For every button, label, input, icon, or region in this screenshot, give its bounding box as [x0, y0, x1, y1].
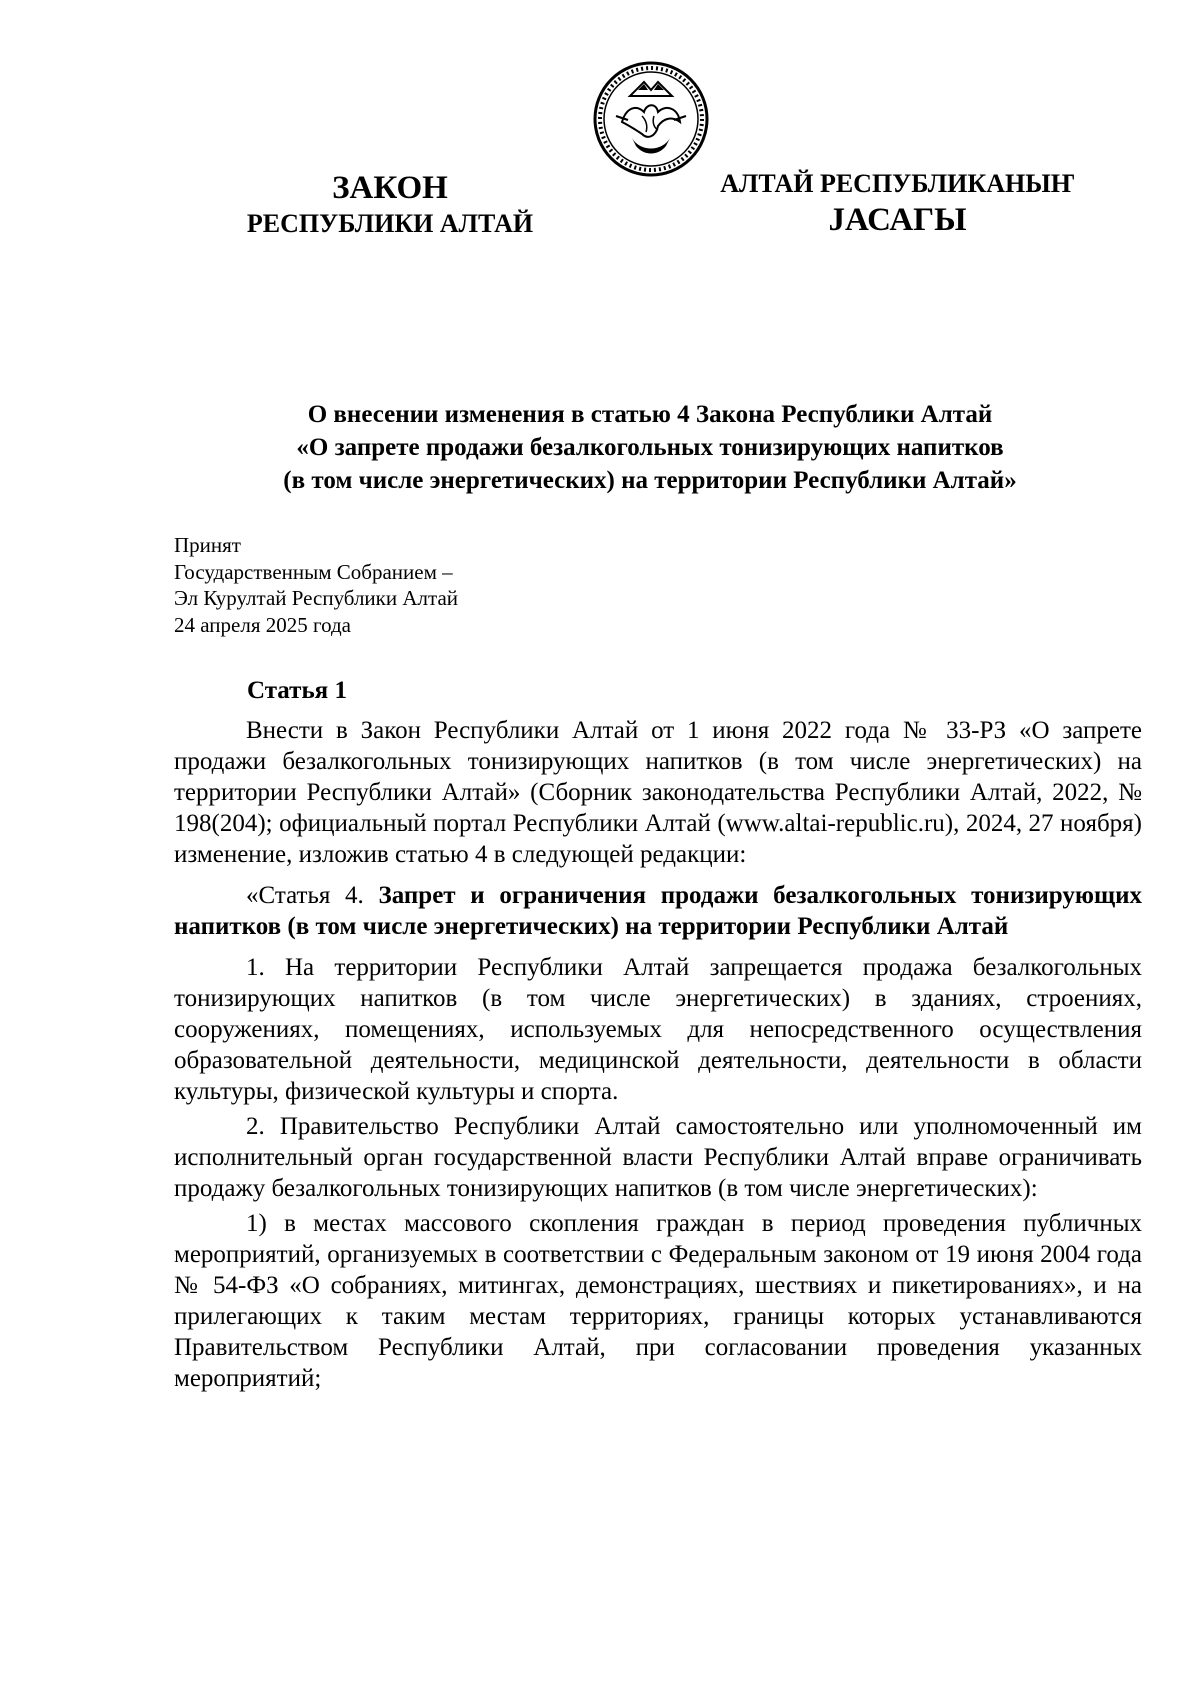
law-heading-alt-line2: JАСАГЫ — [828, 201, 967, 238]
adoption-line2: Государственным Собранием – — [174, 559, 453, 584]
law-heading-alt-line1: АЛТАЙ РЕСПУБЛИКАНЫҤ — [720, 169, 1075, 198]
law-title-line3: (в том числе энергетических) на территории Республики Алтай» — [283, 467, 1017, 494]
adoption-line1: Принят — [174, 533, 241, 557]
law-title — [160, 398, 1140, 497]
law-heading-ru-line1: ЗАКОН — [332, 170, 448, 206]
law-heading-russian — [225, 168, 555, 240]
law-heading-altai — [700, 168, 1095, 240]
adoption-date: 24 апреля 2025 года — [174, 612, 351, 637]
paragraph-item-2: 2. Правительство Республики Алтай самостоятельно или уполномоченный им исполнительный орган государственной власти Республики Алтай вправе ограничивать продажу безалкогольных тонизирующих напитков (в том числе энергетических): — [174, 1113, 1142, 1202]
coat-of-arms-emblem — [592, 60, 710, 178]
law-title-line1: О внесении изменения в статью 4 Закона Республики Алтай — [307, 401, 993, 428]
quoted-article-title: Запрет и ограничения продажи безалкогольных тонизирующих напитков (в том числе энергетических) на территории Республики Алтай — [174, 882, 1142, 940]
article-intro-paragraph: Внести в Закон Республики Алтай от 1 июня 2022 года № 33-РЗ «О запрете продажи безалкогольных тонизирующих напитков (в том числе энергетических) на территории Республики Алтай» (Сборник законодательства Республики Алтай, 2022, № 198(204); официальный портал Республики Алтай (www.altai-republic.ru), 2024, 27 ноября) изменение, изложив статью 4 в следующей редакции: — [174, 717, 1142, 868]
adoption-block — [174, 532, 458, 639]
paragraph-item-1: 1. На территории Республики Алтай запрещается продажа безалкогольных тонизирующих напитков (в том числе энергетических) в зданиях, строениях, сооружениях, помещениях, используемых для непосредственного осуществления образовательной деятельности, медицинской деятельности, деятельности в области культуры, физической культуры и спорта. — [174, 954, 1142, 1105]
paragraph-subitem-1: 1) в местах массового скопления граждан в период проведения публичных мероприятий, организуемых в соответствии с Федеральным законом от 19 июня 2004 года № 54-ФЗ «О собраниях, митингах, демонстрациях, шествиях и пикетированиях», и на прилегающих к таким местам территориях, границы которых устанавливаются Правительством Республики Алтай, при согласовании проведения указанных мероприятий; — [174, 1210, 1142, 1392]
adoption-line3: Эл Курултай Республики Алтай — [174, 586, 459, 611]
quoted-article-prefix: «Статья 4. — [246, 882, 364, 909]
quoted-article-heading — [174, 880, 1142, 942]
law-heading-ru-line2: РЕСПУБЛИКИ АЛТАЙ — [246, 209, 534, 239]
article-body — [174, 715, 1142, 1398]
law-title-line2: «О запрете продажи безалкогольных тонизирующих напитков — [296, 434, 1004, 461]
article-heading: Статья 1 — [247, 677, 347, 704]
